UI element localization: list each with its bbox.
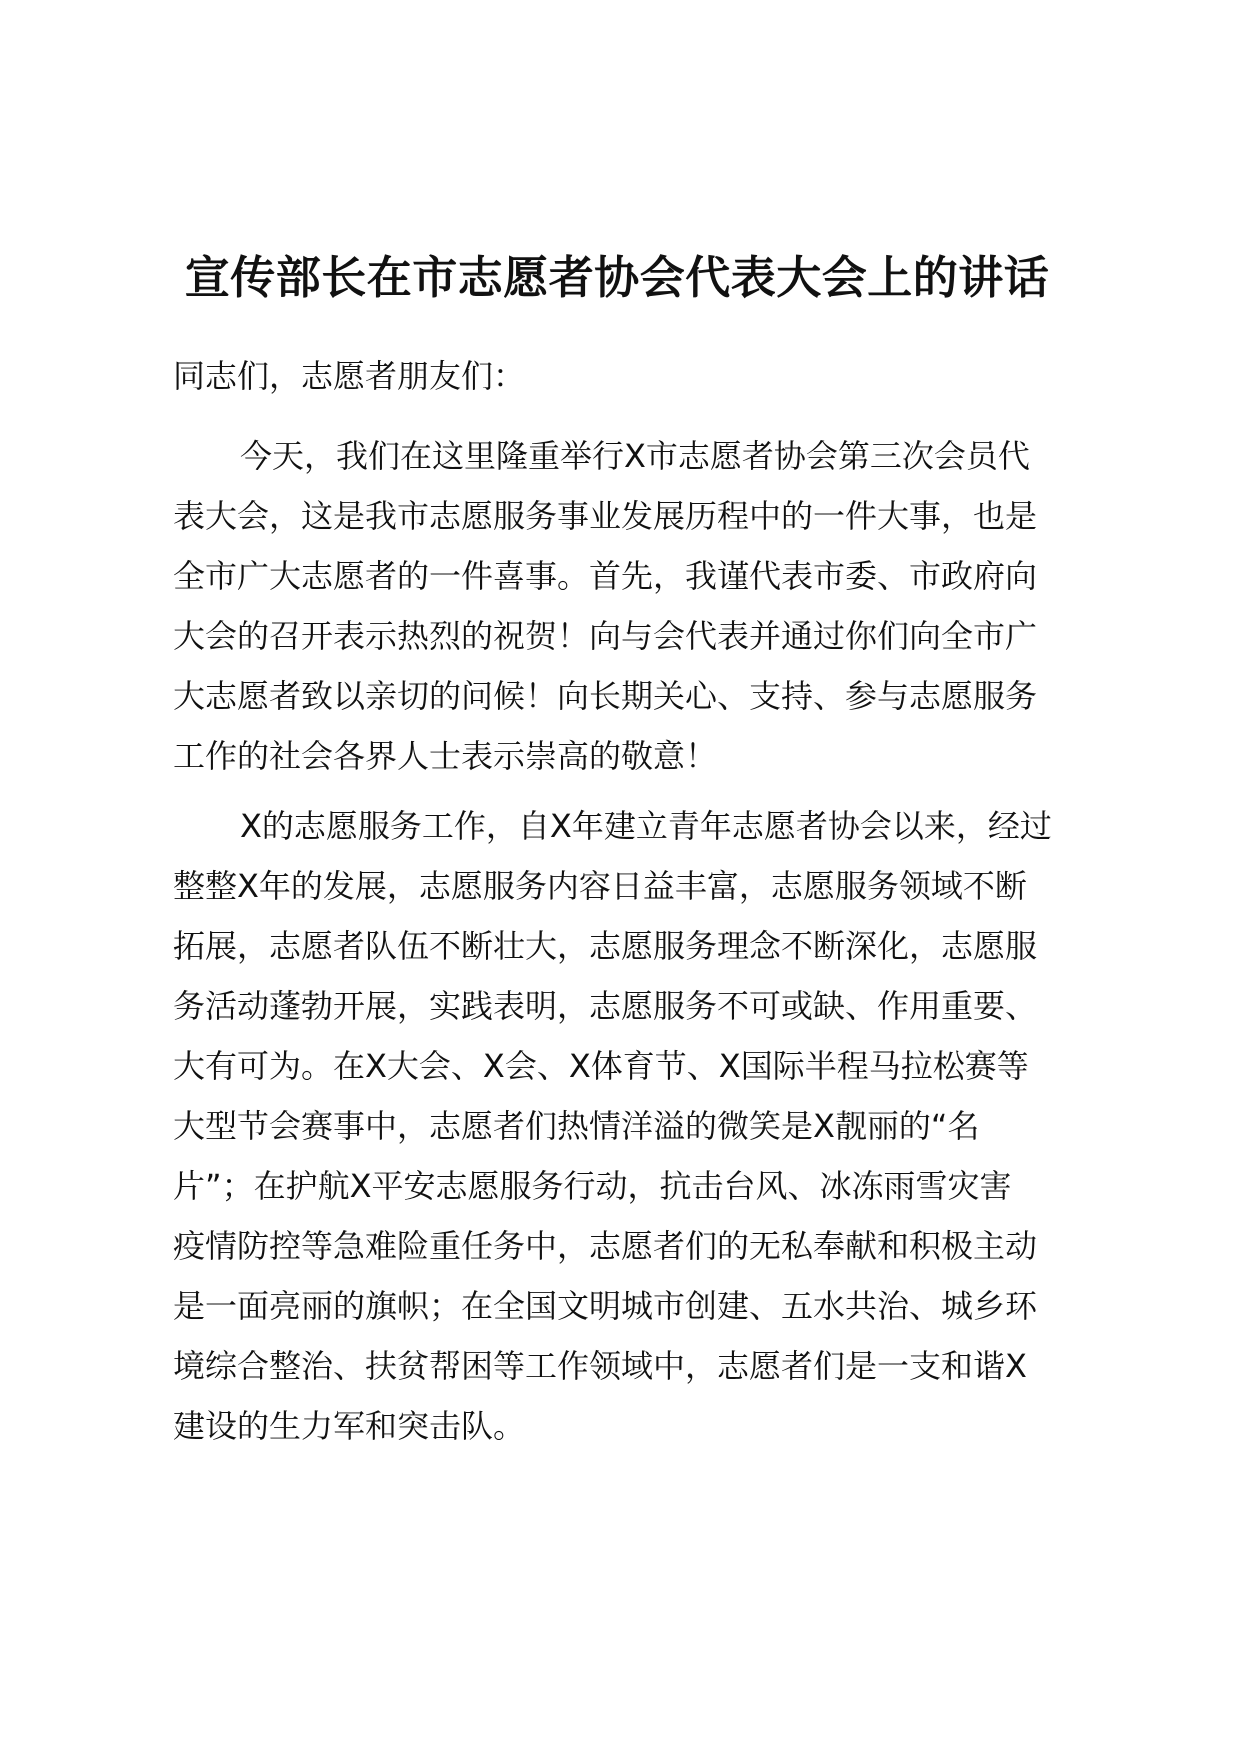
paragraph-line: 整整X年的发展，志愿服务内容日益丰富，志愿服务领域不断 [173, 867, 1027, 905]
paragraph-line: 务活动蓬勃开展，实践表明，志愿服务不可或缺、作用重要、 [173, 987, 1038, 1025]
paragraph-line: 片”；在护航X平安志愿服务行动，抗击台风、冰冻雨雪灾害 [173, 1167, 1012, 1205]
paragraph-line: 境综合整治、扶贫帮困等工作领域中，志愿者们是一支和谐X [173, 1347, 1027, 1385]
paragraph-line: 今天，我们在这里隆重举行X市志愿者协会第三次会员代 [240, 437, 1030, 475]
paragraph-line: 大有可为。在X大会、X会、X体育节、X国际半程马拉松赛等 [173, 1047, 1029, 1085]
paragraph-line: 建设的生力军和突击队。 [173, 1407, 526, 1445]
paragraph-line: 疫情防控等急难险重任务中，志愿者们的无私奉献和积极主动 [173, 1227, 1038, 1265]
paragraph-opening [173, 426, 1093, 786]
paragraph-achievements [173, 796, 1093, 1456]
paragraph-line: 大志愿者致以亲切的问候！向长期关心、支持、参与志愿服务 [173, 677, 1038, 715]
paragraph-line: 是一面亮丽的旗帜；在全国文明城市创建、五水共治、城乡环 [173, 1287, 1038, 1325]
paragraph-line: 大型节会赛事中，志愿者们热情洋溢的微笑是X靓丽的“名 [173, 1107, 980, 1145]
paragraph-line: 大会的召开表示热烈的祝贺！向与会代表并通过你们向全市广 [173, 617, 1038, 655]
paragraph-line: 表大会，这是我市志愿服务事业发展历程中的一件大事，也是 [173, 497, 1038, 535]
paragraph-line: 拓展，志愿者队伍不断壮大，志愿服务理念不断深化，志愿服 [173, 927, 1038, 965]
paragraph-line: X的志愿服务工作，自X年建立青年志愿者协会以来，经过 [240, 807, 1052, 845]
salutation: 同志们，志愿者朋友们： [173, 357, 526, 395]
paragraph-line: 全市广大志愿者的一件喜事。首先，我谨代表市委、市政府向 [173, 557, 1038, 595]
document-title: 宣传部长在市志愿者协会代表大会上的讲话 [184, 251, 1050, 304]
paragraph-line: 工作的社会各界人士表示崇高的敬意！ [173, 737, 718, 775]
